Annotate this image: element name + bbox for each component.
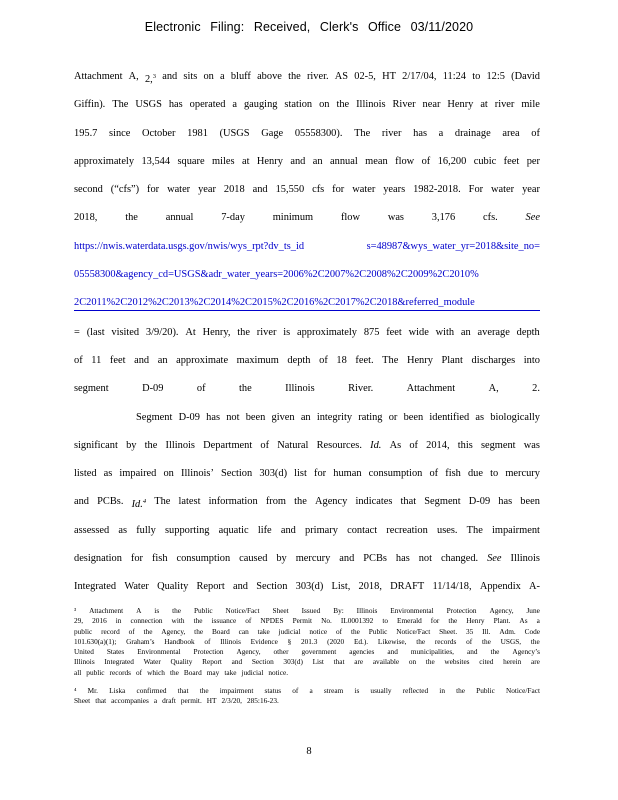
filing-header: Electronic Filing: Received, Clerk's Office 03/11/2020 <box>144 20 474 34</box>
text-line: 2018, the annual 7-day minimum flow was 3,176 cfs. See <box>74 212 540 224</box>
link-line[interactable]: 05558300&agency_cd=USGS&adr_water_years=2006%2C2007%2C2008%2C2009%2C2010% <box>74 269 479 281</box>
footnote-line: ³ Attachment A is the Public Notice/Fact Sheet Issued By: Illinois Environmental Protection Agency, June <box>74 606 540 615</box>
footnote-line: Sheet that accompanies a draft permit. HT 2/3/20, 285:16-23. <box>74 696 279 706</box>
footnotes <box>74 606 540 715</box>
text-line: Giffin). The USGS has operated a gauging station on the Illinois River near Henry at river mile <box>74 99 540 111</box>
text-line: and PCBs. Id.$^4$ The latest information from the Agency indicates that Segment D-09 has been <box>74 496 540 511</box>
footnote-line: United States Environmental Protection Agency, other government agencies and municipalities, and the Agency’s <box>74 647 540 657</box>
footnote-line: all public records of which the Board may take judicial notice. <box>74 667 289 677</box>
link-line[interactable]: 2C2011%2C2012%2C2013%2C2014%2C2015%2C2016%2C2017%2C2018&referred_module <box>74 294 540 311</box>
footnote-3 <box>74 606 540 678</box>
text-line: segment D-09 of the Illinois River. Attachment A, 2. <box>74 383 540 395</box>
text-line: of 11 feet and an approximate maximum depth of 18 feet. The Henry Plant discharges into <box>74 354 540 366</box>
text-line: listed as impaired on Illinois’ Section 303(d) list for human consumption of fish due to mercury <box>74 468 540 480</box>
page-number: 8 <box>306 746 312 757</box>
link-line[interactable]: https://nwis.waterdata.usgs.gov/nwis/wys_rpt?dv_ts_id s=48987&wys_water_yr=2018&site_no= <box>74 240 540 252</box>
text-line: Integrated Water Quality Report and Section 303(d) List, 2018, DRAFT 11/14/18, Appendix A- <box>74 581 540 593</box>
footnote-line: 29, 2016 in connection with the issuance of NPDES Permit No. IL0001392 to Emerald for the Henry Plant. As a <box>74 616 540 626</box>
text-line: significant by the Illinois Department of Natural Resources. Id. As of 2014, this segment was <box>74 439 540 451</box>
text-line: assessed as fully supporting aquatic life and primary contact recreation uses. The impairment <box>74 524 540 536</box>
text-line: 195.7 since October 1981 (USGS Gage 05558300). The river has a drainage area of <box>74 127 540 139</box>
text-line: = (last visited 3/9/20). At Henry, the river is approximately 875 feet wide with an average depth <box>74 326 540 338</box>
footnote-line: 101.630(a)(1); Graham’s Handbook of Illinois Evidence § 201.3 (2020 Ed.). Likewise, the records of the USGS, the <box>74 636 540 646</box>
footnote-line: ⁴ Mr. Liska confirmed that the impairment status of a stream is usually reflected in the Public Notice/Fact <box>74 686 540 696</box>
footnote-line: public record of the Agency, the Board can take judicial notice of the Public Notice/Fact Sheet. 35 Ill. Adm. Code <box>74 626 540 636</box>
footnote-line: Illinois Integrated Water Quality Report and Section 303(d) List that are available on the websites cited herein are <box>74 657 540 667</box>
body-text <box>74 68 540 607</box>
footnote-4 <box>74 686 540 707</box>
text-line: Attachment A, 2,$^3$ and sits on a bluff above the river. AS 02-5, HT 2/17/04, 11:24 to 12:5 (David <box>74 71 540 85</box>
text-line: approximately 13,544 square miles at Henry and an annual mean flow of 16,200 cubic feet per <box>74 155 540 167</box>
text-line: Segment D-09 has not been given an integrity rating or been identified as biologically <box>136 411 540 423</box>
text-line: second (“cfs”) for water year 2018 and 15,550 cfs for water years 1982-2018. For water year <box>74 184 540 196</box>
text-line: designation for fish consumption caused by mercury and PCBs has not changed. See Illinois <box>74 553 540 565</box>
